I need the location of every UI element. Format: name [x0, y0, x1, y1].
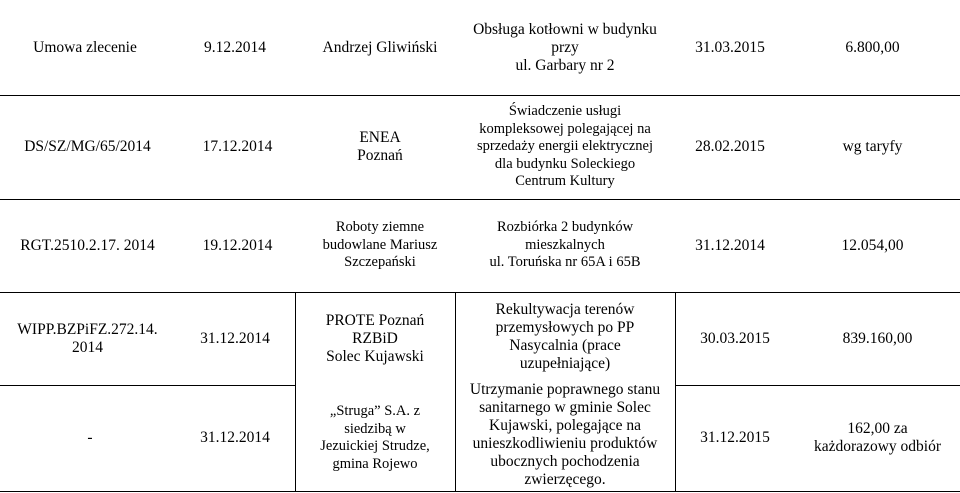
end-date: 31.12.2015	[700, 429, 770, 446]
subject-line: uzupełniające)	[519, 355, 611, 372]
subject-cell	[455, 199, 675, 292]
contract-number-cell	[60, 385, 120, 491]
contractor-line: „Struga” S.A. z	[329, 403, 421, 419]
end-date-cell	[675, 95, 785, 199]
end-date-cell	[675, 199, 785, 292]
contract-number-cell	[0, 292, 175, 385]
end-date: 31.12.2014	[695, 236, 765, 254]
end-date-cell	[675, 385, 795, 491]
subject-line: Rozbiórka 2 budynków	[496, 219, 634, 236]
subject-cell	[455, 378, 675, 491]
subject-line: ubocznych pochodzenia	[490, 452, 640, 470]
contract-date-cell	[175, 199, 300, 292]
contract-number-cell	[0, 199, 175, 292]
contract-number-cell	[0, 0, 170, 95]
subject-line: unieszkodliwieniu produktów	[472, 434, 658, 452]
subject-line: dla budynku Soleckiego	[494, 155, 636, 172]
contractor-line: siedzibą w	[344, 420, 406, 437]
contract-date-cell	[175, 95, 300, 199]
subject-line: sanitarnego w gminie Solec	[479, 398, 651, 416]
subject-line: przy	[551, 39, 579, 56]
contract-number-cell	[0, 95, 175, 199]
amount-cell	[795, 385, 960, 491]
end-date-cell	[675, 292, 795, 385]
amount-line: 12.054,00	[841, 236, 904, 254]
subject-cell	[455, 8, 675, 88]
end-date: 31.03.2015	[695, 38, 765, 56]
amount-cell	[785, 95, 960, 199]
contract-date: 17.12.2014	[202, 138, 273, 155]
amount-cell	[785, 199, 960, 292]
subject-line: Świadczenie usługi	[508, 103, 622, 120]
contract-date-cell	[175, 385, 295, 491]
contract-number: 2014	[72, 338, 103, 356]
contract-date: 31.12.2014	[200, 429, 270, 446]
contractor-line: PROTE Poznań	[325, 311, 425, 329]
contractor-line: Poznań	[357, 147, 403, 164]
amount-cell	[795, 292, 960, 385]
amount-line: 839.160,00	[842, 329, 913, 347]
subject-line: Nasycalnia (prace	[509, 337, 621, 354]
subject-line: kompleksowej polegającej na	[479, 120, 651, 137]
contract-date: 9.12.2014	[204, 38, 266, 56]
contractor-cell	[300, 95, 460, 199]
subject-line: ul. Toruńska nr 65A i 65B	[489, 254, 641, 271]
row-divider	[0, 491, 960, 492]
contract-date-cell	[170, 0, 300, 95]
subject-cell	[455, 296, 675, 378]
contractor-line: Szczepański	[344, 254, 416, 271]
contract-number: -	[87, 429, 93, 446]
contractor-line: Jezuickiej Strudze,	[320, 438, 430, 454]
subject-line: Kujawski, polegające na	[489, 416, 641, 434]
contractor-cell	[300, 199, 460, 292]
contract-date-cell	[175, 292, 295, 385]
amount-line: każdorazowy odbiór	[814, 438, 941, 455]
subject-line: Obsługa kotłowni w budynku	[473, 21, 657, 38]
amount-cell	[785, 0, 960, 95]
subject-cell	[455, 95, 675, 199]
end-date: 28.02.2015	[695, 138, 765, 155]
subject-line: Rekultywacja terenów	[495, 301, 635, 318]
contractor-cell	[300, 0, 460, 95]
end-date-cell	[675, 0, 785, 95]
subject-line: ul. Garbary nr 2	[515, 57, 615, 74]
subject-line: zwierzęcego.	[524, 470, 606, 488]
contract-date: 19.12.2014	[202, 236, 273, 254]
contractor-line: Solec Kujawski	[326, 347, 424, 365]
subject-line: sprzedaży energii elektrycznej	[476, 138, 654, 155]
contractor-line: ENEA	[359, 129, 401, 146]
contractor-line: Andrzej Gliwiński	[322, 38, 438, 56]
contract-number: RGT.2510.2.17. 2014	[20, 236, 155, 254]
contractor-line: RZBiD	[352, 329, 398, 347]
contractor-line: budowlane Mariusz	[322, 236, 438, 253]
contractor-cell	[295, 292, 455, 385]
subject-line: Centrum Kultury	[515, 173, 615, 190]
amount-line: 6.800,00	[845, 38, 900, 56]
end-date: 30.03.2015	[700, 329, 770, 347]
contract-date: 31.12.2014	[200, 329, 270, 347]
subject-line: przemysłowych po PP	[495, 319, 635, 336]
contractor-cell	[295, 385, 455, 491]
subject-line: Utrzymanie poprawnego stanu	[469, 380, 661, 398]
contract-number: Umowa zlecenie	[33, 38, 137, 56]
amount-line: 162,00 za	[847, 420, 908, 437]
amount-line: wg taryfy	[842, 138, 903, 155]
contract-number: DS/SZ/MG/65/2014	[24, 138, 151, 155]
subject-line: mieszkalnych	[525, 236, 605, 253]
contract-number: WIPP.BZPiFZ.272.14.	[17, 320, 158, 338]
contractor-line: gmina Rojewo	[332, 455, 418, 472]
contractor-line: Roboty ziemne	[335, 219, 425, 236]
